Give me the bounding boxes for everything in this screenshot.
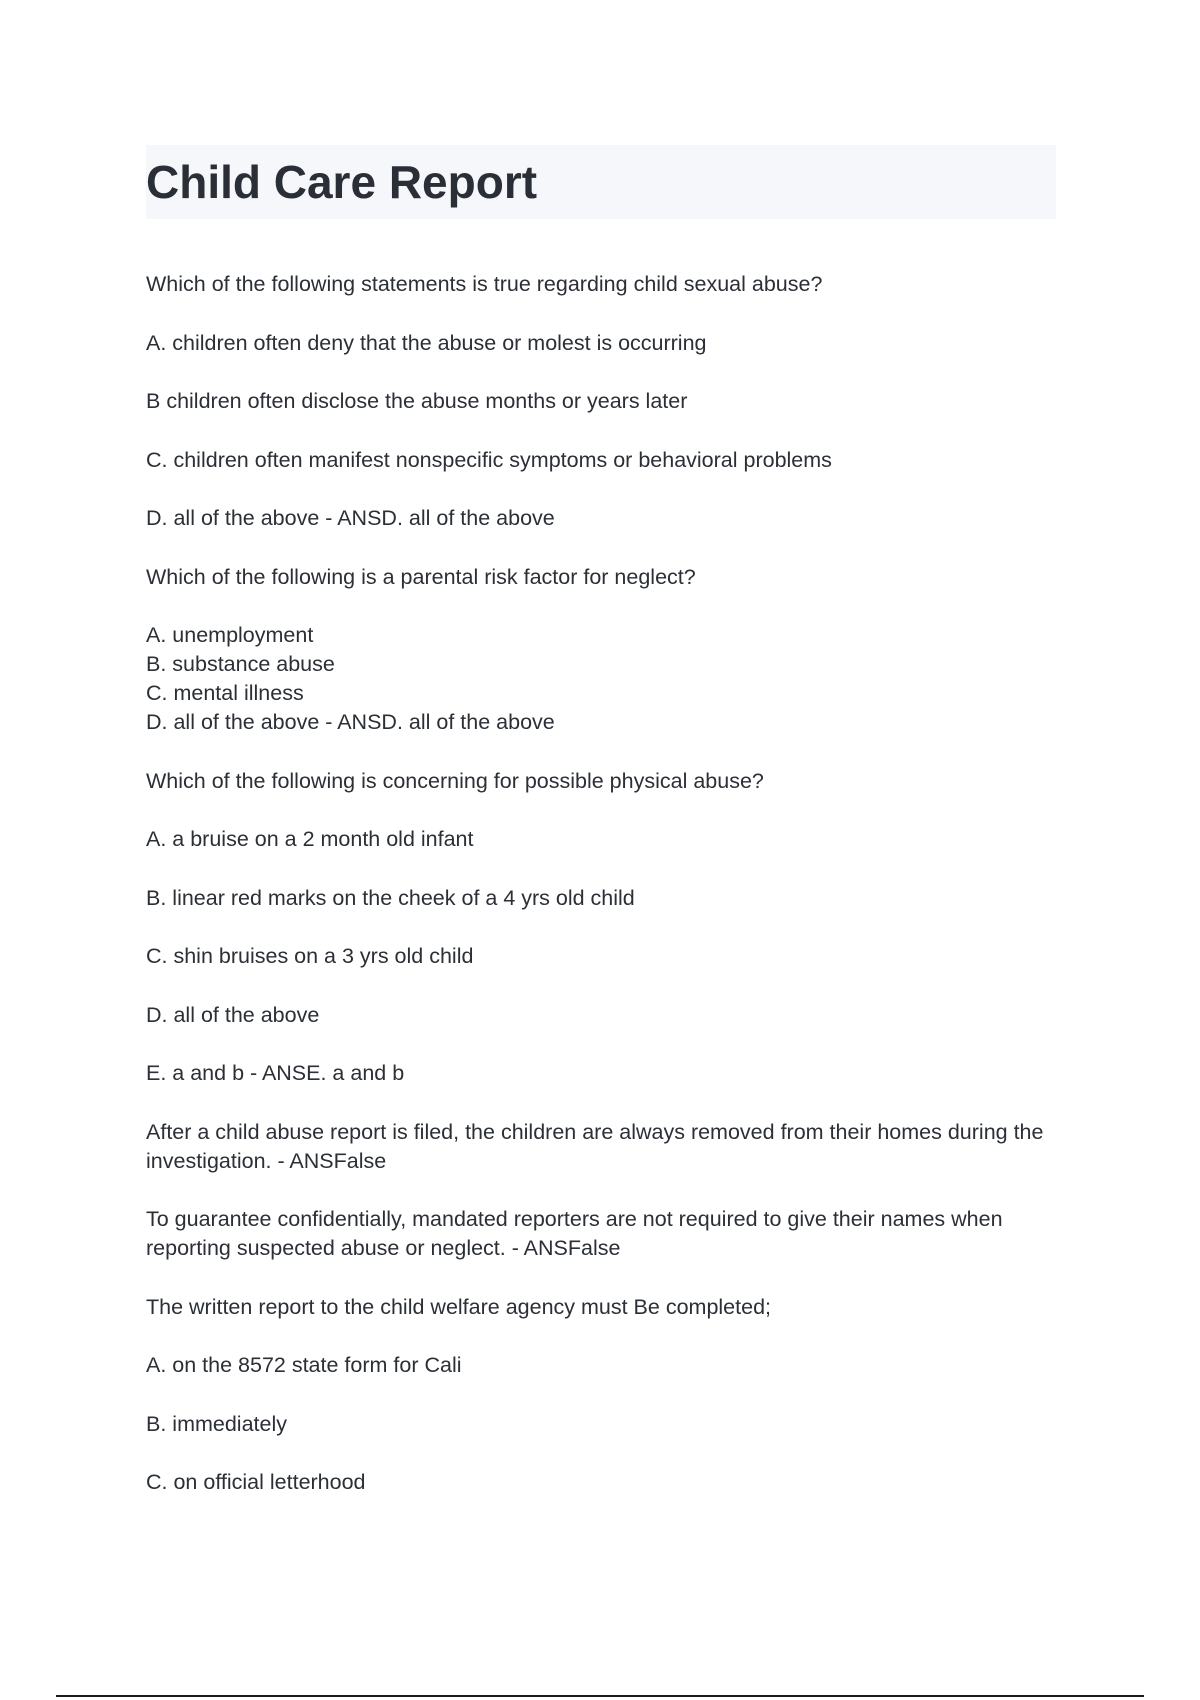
option-3d: D. all of the above [146,1002,320,1027]
question-4-answer: After a child abuse report is filed, the children are always removed from their homes during the investigation. - ANSFalse [146,1119,1044,1173]
option-1b: B children often disclose the abuse months or years later [146,389,688,413]
footer-divider [56,1695,1144,1697]
question-6: The written report to the child welfare agency must Be completed; [146,1294,772,1319]
option-6b: B. immediately [146,1411,287,1436]
page-title: Child Care Report [146,156,538,208]
option-1a: A. children often deny that the abuse or molest is occurring [146,330,707,355]
option-1c: C. children often manifest nonspecific symptoms or behavioral problems [146,447,832,472]
question-5-answer: To guarantee confidentially, mandated reporters are not required to give their names when reporting suspected abuse or neglect. - ANSFalse [146,1207,1003,1260]
option-6a: A. on the 8572 state form for Cali [146,1353,462,1377]
question-1: Which of the following statements is true regarding child sexual abuse? [146,272,823,296]
question-3: Which of the following is concerning for possible physical abuse? [146,768,764,793]
option-3c: C. shin bruises on a 3 yrs old child [146,944,474,968]
option-3b: B. linear red marks on the cheek of a 4 yrs old child [146,885,635,910]
option-2a: A. unemployment [146,623,314,647]
option-6c: C. on official letterhood [146,1470,366,1494]
question-2-options [146,621,1056,737]
option-3e-answer: E. a and b - ANSE. a and b [146,1061,405,1085]
option-2c: C. mental illness [146,681,304,705]
question-2: Which of the following is a parental risk factor for neglect? [146,564,696,589]
document-body [146,270,1056,1527]
option-3a: A. a bruise on a 2 month old infant [146,827,474,851]
option-2b: B. substance abuse [146,652,335,676]
option-1d-answer: D. all of the above - ANSD. all of the above [146,506,555,530]
option-2d-answer: D. all of the above - ANSD. all of the above [146,710,555,734]
